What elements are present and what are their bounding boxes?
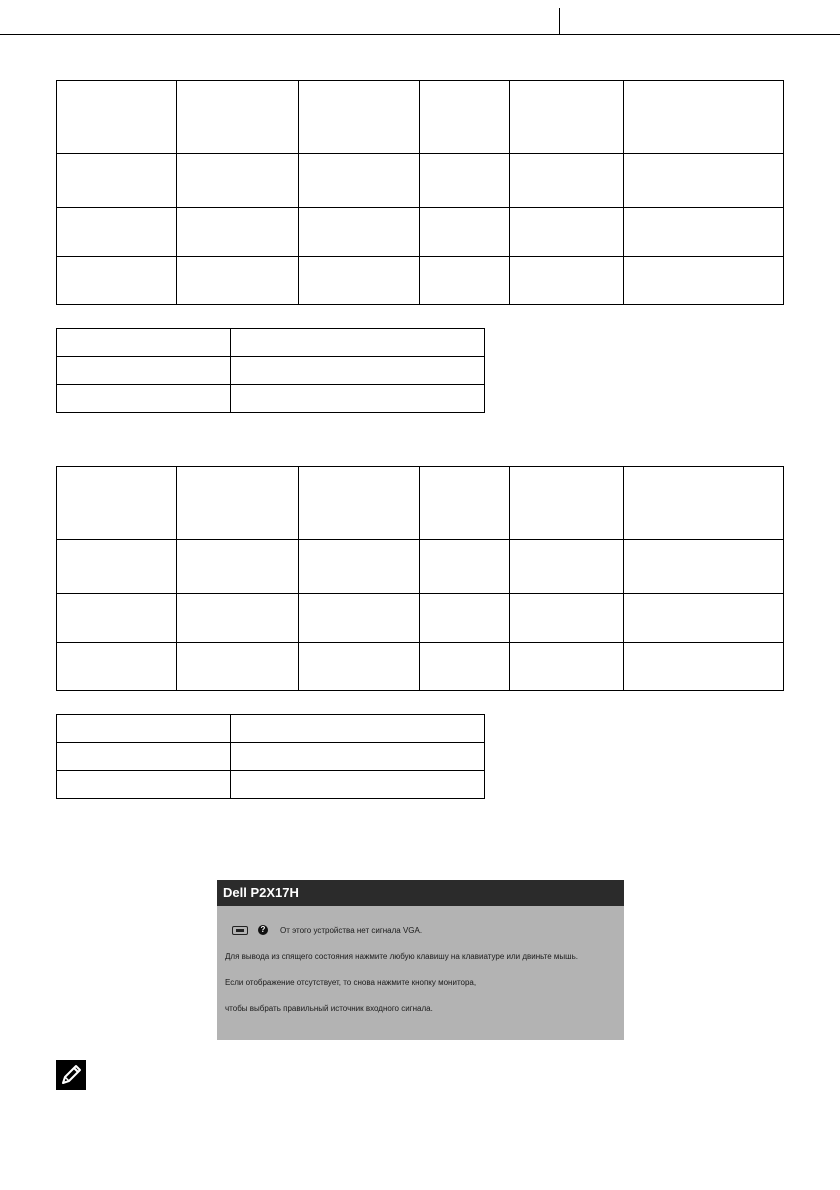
- table-cell: [510, 257, 624, 305]
- table-cell: [420, 208, 510, 257]
- power-table-1: [56, 80, 784, 305]
- table-cell: [624, 467, 784, 540]
- table-cell: [510, 81, 624, 154]
- vga-connector-icon: [232, 926, 248, 935]
- table-row: [57, 715, 485, 743]
- table-cell: [624, 208, 784, 257]
- table-cell: [177, 81, 299, 154]
- table-cell: [299, 594, 420, 643]
- table-cell: [624, 643, 784, 691]
- table-cell: [420, 467, 510, 540]
- osd-no-signal-text: От этого устройства нет сигнала VGA.: [280, 925, 423, 935]
- table-cell: [177, 208, 299, 257]
- table-row: [57, 329, 485, 357]
- table-cell: [299, 643, 420, 691]
- table-cell: [57, 208, 177, 257]
- note-pencil-icon: [56, 1060, 86, 1090]
- osd-line-wake: Для вывода из спящего состояния нажмите любую клавишу на клавиатуре или двиньте мышь.: [225, 952, 578, 961]
- table-cell: [624, 154, 784, 208]
- table-cell: [57, 540, 177, 594]
- table-cell: [624, 257, 784, 305]
- table-cell: [299, 154, 420, 208]
- table-cell: [231, 743, 485, 771]
- table-cell: [510, 467, 624, 540]
- osd-message-box: [217, 880, 624, 1040]
- table-cell: [231, 715, 485, 743]
- table-cell: [177, 540, 299, 594]
- table-row: [57, 154, 784, 208]
- table-cell: [420, 540, 510, 594]
- osd-title: Dell P2X17H: [217, 880, 624, 906]
- table-row: [57, 385, 485, 413]
- table-cell: [57, 357, 231, 385]
- header-tick: [559, 8, 560, 34]
- power-table-2: [56, 466, 784, 691]
- table-cell: [299, 81, 420, 154]
- table-cell: [299, 467, 420, 540]
- table-cell: [177, 257, 299, 305]
- table-row: [57, 208, 784, 257]
- table-cell: [231, 385, 485, 413]
- table-cell: [57, 154, 177, 208]
- table-header-row: [57, 81, 784, 154]
- table-cell: [177, 467, 299, 540]
- table-cell: [299, 208, 420, 257]
- osd-line-select-source: чтобы выбрать правильный источник входного сигнала.: [225, 1004, 433, 1013]
- table-row: [57, 643, 784, 691]
- table-row: [57, 257, 784, 305]
- table-cell: [624, 81, 784, 154]
- table-row: [57, 540, 784, 594]
- small-table-1: [56, 328, 485, 413]
- table-cell: [57, 257, 177, 305]
- table-row: [57, 357, 485, 385]
- table-cell: [57, 594, 177, 643]
- table-cell: [510, 208, 624, 257]
- table-cell: [57, 743, 231, 771]
- table-cell: [510, 154, 624, 208]
- table-cell: [57, 715, 231, 743]
- table-cell: [420, 594, 510, 643]
- small-table-2: [56, 714, 485, 799]
- table-cell: [510, 540, 624, 594]
- table-cell: [57, 81, 177, 154]
- table-cell: [420, 257, 510, 305]
- table-cell: [177, 643, 299, 691]
- table-row: [57, 594, 784, 643]
- table-cell: [299, 540, 420, 594]
- table-cell: [177, 594, 299, 643]
- table-cell: [57, 643, 177, 691]
- table-cell: [177, 154, 299, 208]
- table-row: [57, 771, 485, 799]
- table-cell: [299, 257, 420, 305]
- table-cell: [510, 594, 624, 643]
- table-cell: [624, 594, 784, 643]
- osd-line-no-display: Если отображение отсутствует, то снова нажмите кнопку монитора,: [225, 978, 477, 987]
- table-cell: [231, 329, 485, 357]
- osd-line-no-signal: [232, 925, 422, 935]
- table-cell: [231, 771, 485, 799]
- table-cell: [420, 154, 510, 208]
- table-cell: [624, 540, 784, 594]
- table-cell: [420, 81, 510, 154]
- table-cell: [57, 329, 231, 357]
- question-icon: ?: [258, 925, 268, 935]
- table-cell: [57, 385, 231, 413]
- table-cell: [510, 643, 624, 691]
- table-cell: [57, 771, 231, 799]
- table-cell: [231, 357, 485, 385]
- table-row: [57, 743, 485, 771]
- table-cell: [420, 643, 510, 691]
- table-cell: [57, 467, 177, 540]
- header-rule: [0, 34, 840, 35]
- table-header-row: [57, 467, 784, 540]
